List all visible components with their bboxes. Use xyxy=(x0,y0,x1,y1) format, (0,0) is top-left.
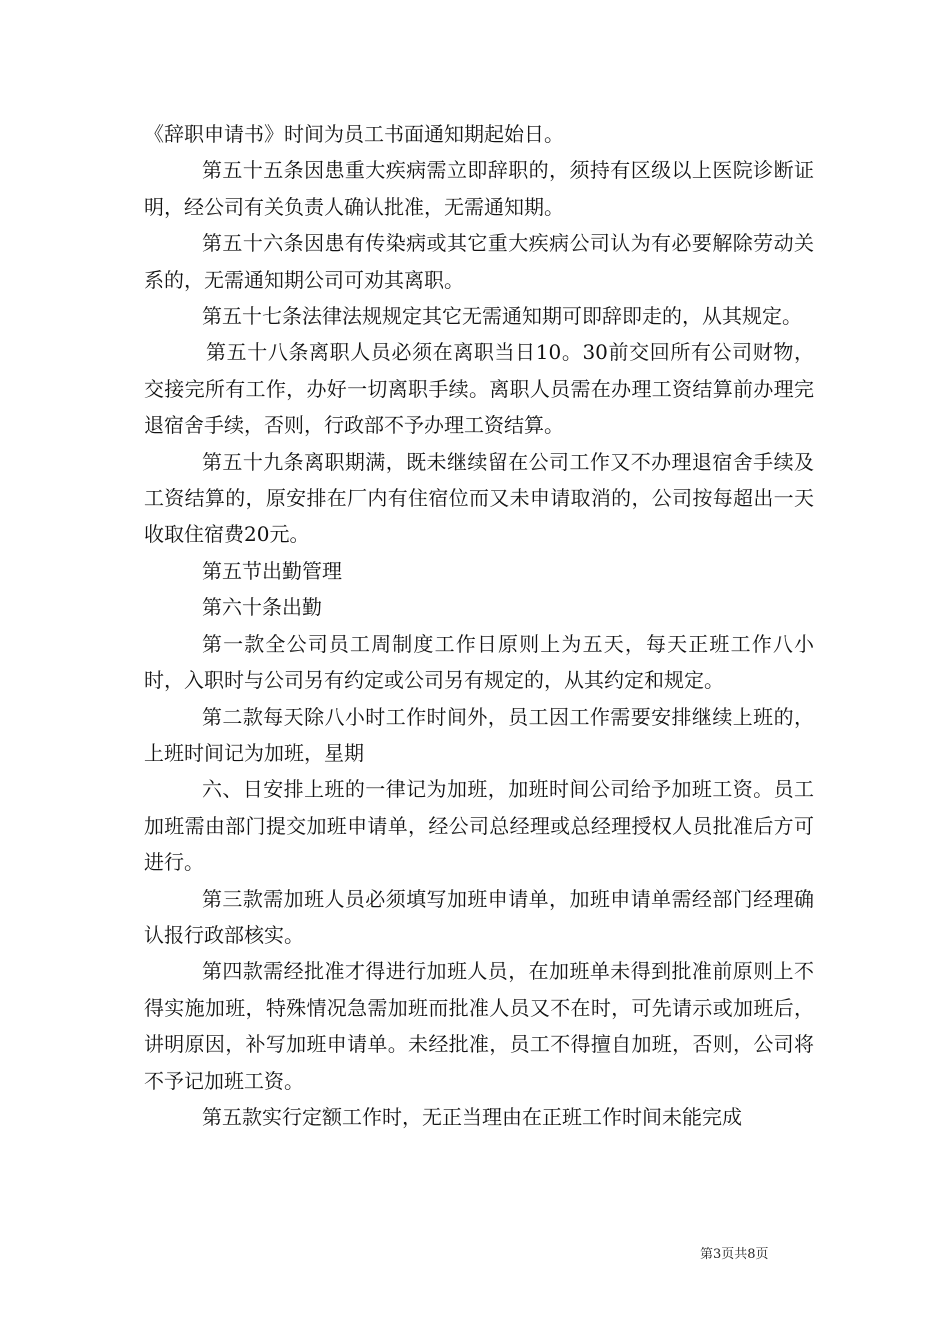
paragraph-9: 第一款全公司员工周制度工作日原则上为五天，每天正班工作八小时，入职时与公司另有约定或公司另有规定的，从其约定和规定。 xyxy=(144,631,814,693)
paragraph-2: 第五十五条因患重大疾病需立即辞职的，须持有区级以上医院诊断证明，经公司有关负责人确认批准，无需通知期。 xyxy=(144,158,814,219)
paragraph-1: 《辞职申请书》时间为员工书面通知期起始日。 xyxy=(144,122,564,146)
paragraph-5: 第五十八条离职人员必须在离职当日10。30前交回所有公司财物，交接完所有工作，办好一切离职手续。离职人员需在办理工资结算前办理完退宿舍手续，否则，行政部不予办理工资结算。 xyxy=(144,340,814,438)
paragraph-3: 第五十六条因患有传染病或其它重大疾病公司认为有必要解除劳动关系的，无需通知期公司可劝其离职。 xyxy=(144,231,814,292)
paragraph-11: 六、日安排上班的一律记为加班，加班时间公司给予加班工资。员工加班需由部门提交加班申请单，经公司总经理或总经理授权人员批准后方可进行。 xyxy=(144,777,814,875)
paragraph-12: 第三款需加班人员必须填写加班申请单，加班申请单需经部门经理确认报行政部核实。 xyxy=(144,886,814,947)
paragraph-4: 第五十七条法律法规规定其它无需通知期可即辞即走的，从其规定。 xyxy=(202,304,802,329)
paragraph-6: 第五十九条离职期满，既未继续留在公司工作又不办理退宿舍手续及工资结算的，原安排在厂内有住宿位而又未申请取消的，公司按每超出一天收取住宿费20元。 xyxy=(144,449,814,547)
article-heading: 第六十条出勤 xyxy=(202,595,322,620)
section-heading: 第五节出勤管理 xyxy=(202,558,342,583)
paragraph-13: 第四款需经批准才得进行加班人员，在加班单未得到批准前原则上不得实施加班，特殊情况急需加班而批准人员又不在时，可先请示或加班后，讲明原因，补写加班申请单。未经批准，员工不得擅自加班，否则，公司将不予记加班工资。 xyxy=(144,959,814,1093)
page-number-footer: 第3页共8页 xyxy=(700,1247,769,1262)
paragraph-10: 第二款每天除八小时工作时间外，员工因工作需要安排继续上班的，上班时间记为加班，星期 xyxy=(144,704,814,765)
document-body xyxy=(144,116,814,1135)
paragraph-14: 第五款实行定额工作时，无正当理由在正班工作时间未能完成 xyxy=(202,1104,742,1129)
